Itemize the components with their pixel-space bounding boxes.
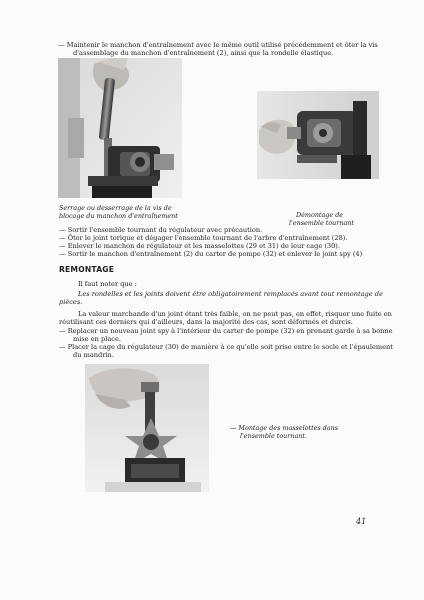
photo-rotating-assembly-removal <box>257 91 379 179</box>
remontage-step-2: — Placer la cage du régulateur (30) de manière à ce qu'elle soit prise entre le socle et l'épaulement <box>59 343 393 351</box>
demontage-step-2: — Ôter le joint torique et dégager l'ensemble tournant de l'arbre d'entraînement (28). <box>59 234 348 242</box>
caption-bottom-line-1: — Montage des masselottes dans <box>230 424 339 432</box>
intro-line-2: d'assemblage du manchon d'entraînement (2), ainsi que la rondelle élastique. <box>73 49 334 57</box>
photo-wrench-tightening-drawing <box>58 58 182 198</box>
paragraph-line-2: réutilisant ces derniers qui d'ailleurs, dans la majorité des cas, sont déformés et durcis. <box>59 318 353 326</box>
page-number: 41 <box>356 517 367 526</box>
note-italic-line-2: pièces. <box>59 298 83 306</box>
demontage-step-1: — Sortir l'ensemble tournant du régulateur avec précaution. <box>59 226 263 234</box>
paragraph-line-1: La valeur marchande d'un joint étant très faible, on ne peut pas, en effet, risquer une fuite en <box>78 310 392 318</box>
note-intro: Il faut noter que : <box>78 280 137 288</box>
photo-flyweights-mounting <box>85 364 209 492</box>
intro-line-1: — Maintenir le manchon d'entraînement avec le même outil utilisé précédemment et ôter la vis <box>58 41 378 49</box>
remontage-step-1-cont: mise en place. <box>73 335 121 343</box>
note-italic-line-1: Les rondelles et les joints doivent être obligatoirement remplacés avant tout remontage de <box>78 290 383 298</box>
remontage-step-2-cont: du mandrin. <box>73 351 114 359</box>
caption-right-line-1: Démontage de <box>296 211 344 219</box>
photo-flyweights-drawing <box>85 364 209 492</box>
section-title-remontage: REMONTAGE <box>59 265 115 274</box>
photo-rotating-assembly-drawing <box>257 91 379 179</box>
caption-left-line-1: Serrage ou desserrage de la vis de <box>59 204 172 212</box>
demontage-step-4: — Sortir le manchon d'entraînement (2) du carter de pompe (32) et enlever le joint spy (4) <box>59 250 363 258</box>
remontage-step-1: — Replacer un nouveau joint spy à l'intérieur du carter de pompe (32) en prenant garde à sa bonne <box>59 327 393 335</box>
demontage-step-3: — Enlever le manchon de régulateur et les masselottes (29 et 31) de leur cage (30). <box>59 242 340 250</box>
caption-left-line-2: blocage du manchon d'entraînement <box>59 212 178 220</box>
caption-right-line-2: l'ensemble tournant <box>289 219 354 227</box>
caption-bottom-line-2: l'ensemble tournant. <box>240 432 307 440</box>
photo-wrench-tightening <box>58 58 182 198</box>
